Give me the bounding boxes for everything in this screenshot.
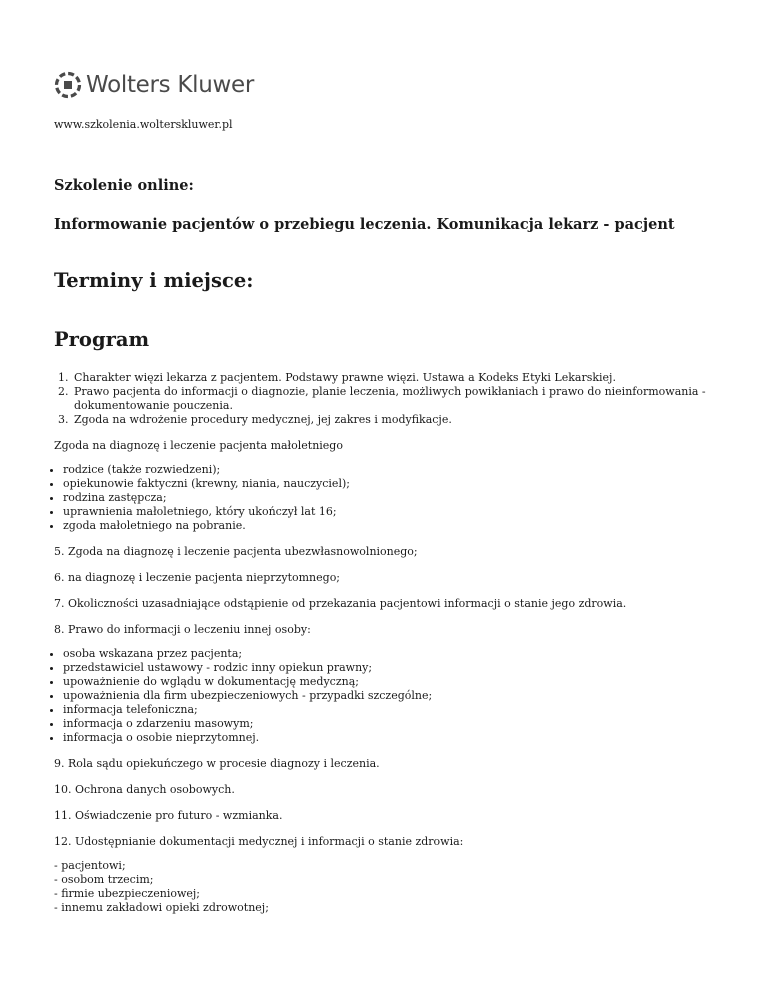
minor-consent-list bbox=[54, 463, 714, 533]
program-point-12: 12. Udostępnianie dokumentacji medycznej i informacji o stanie zdrowia: bbox=[54, 835, 464, 848]
list-item: • upoważnienie do wglądu w dokumentację medyczną; bbox=[63, 675, 714, 689]
list-item: • osoba wskazana przez pacjenta; bbox=[63, 647, 714, 661]
list-item: - osobom trzecim; bbox=[54, 873, 154, 886]
program-point-10: 10. Ochrona danych osobowych. bbox=[54, 783, 235, 796]
list-item: • informacja o osobie nieprzytomnej. bbox=[63, 731, 714, 745]
documentation-recipients-list bbox=[54, 859, 714, 915]
list-item: • uprawnienia małoletniego, który ukończył lat 16; bbox=[63, 505, 714, 519]
list-item: - innemu zakładowi opieki zdrowotnej; bbox=[54, 901, 269, 914]
list-item: • rodzina zastępcza; bbox=[63, 491, 714, 505]
wolters-kluwer-logo-icon bbox=[54, 71, 82, 99]
program-point-5: 5. Zgoda na diagnozę i leczenie pacjenta ubezwłasnowolnionego; bbox=[54, 545, 418, 558]
program-numbered-list bbox=[54, 371, 714, 427]
list-item: 2. Prawo pacjenta do informacji o diagnozie, planie leczenia, możliwych powikłaniach i prawo do nieinformowania - dokumentowanie pouczenia. bbox=[72, 385, 714, 413]
program-point-11: 11. Oświadczenie pro futuro - wzmianka. bbox=[54, 809, 283, 822]
list-item: • opiekunowie faktyczni (krewny, niania, nauczyciel); bbox=[63, 477, 714, 491]
list-item: • zgoda małoletniego na pobranie. bbox=[63, 519, 714, 533]
list-item: - firmie ubezpieczeniowej; bbox=[54, 887, 200, 900]
list-item: • upoważnienia dla firm ubezpieczeniowych - przypadki szczególne; bbox=[63, 689, 714, 703]
list-item: • rodzice (także rozwiedzeni); bbox=[63, 463, 714, 477]
list-item: 1. Charakter więzi lekarza z pacjentem. Podstawy prawne więzi. Ustawa a Kodeks Etyki Lekarskiej. bbox=[72, 371, 714, 385]
list-item: • przedstawiciel ustawowy - rodzic inny opiekun prawny; bbox=[63, 661, 714, 675]
program-point-6: 6. na diagnozę i leczenie pacjenta nieprzytomnego; bbox=[54, 571, 341, 584]
document-body bbox=[54, 176, 714, 915]
website-url: www.szkolenia.wolterskluwer.pl bbox=[54, 118, 233, 131]
brand-logo bbox=[54, 68, 254, 102]
course-title: Informowanie pacjentów o przebiegu leczenia. Komunikacja lekarz - pacjent bbox=[54, 216, 675, 233]
program-point-9: 9. Rola sądu opiekuńczego w procesie diagnozy i leczenia. bbox=[54, 757, 380, 770]
list-item: - pacjentowi; bbox=[54, 859, 126, 872]
program-point-7: 7. Okoliczności uzasadniające odstąpienie od przekazania pacjentowi informacji o stanie jego zdrowia. bbox=[54, 597, 627, 610]
list-item: • informacja telefoniczna; bbox=[63, 703, 714, 717]
logo-text: Wolters Kluwer bbox=[86, 72, 255, 98]
program-heading: Program bbox=[54, 328, 150, 351]
program-point-8: 8. Prawo do informacji o leczeniu innej osoby: bbox=[54, 623, 311, 636]
minor-consent-heading: Zgoda na diagnozę i leczenie pacjenta małoletniego bbox=[54, 439, 343, 452]
terms-heading: Terminy i miejsce: bbox=[54, 269, 254, 292]
course-kind: Szkolenie online: bbox=[54, 177, 194, 194]
list-item: • informacja o zdarzeniu masowym; bbox=[63, 717, 714, 731]
list-item: 3. Zgoda na wdrożenie procedury medycznej, jej zakres i modyfikacje. bbox=[72, 413, 714, 427]
info-rights-list bbox=[54, 647, 714, 745]
